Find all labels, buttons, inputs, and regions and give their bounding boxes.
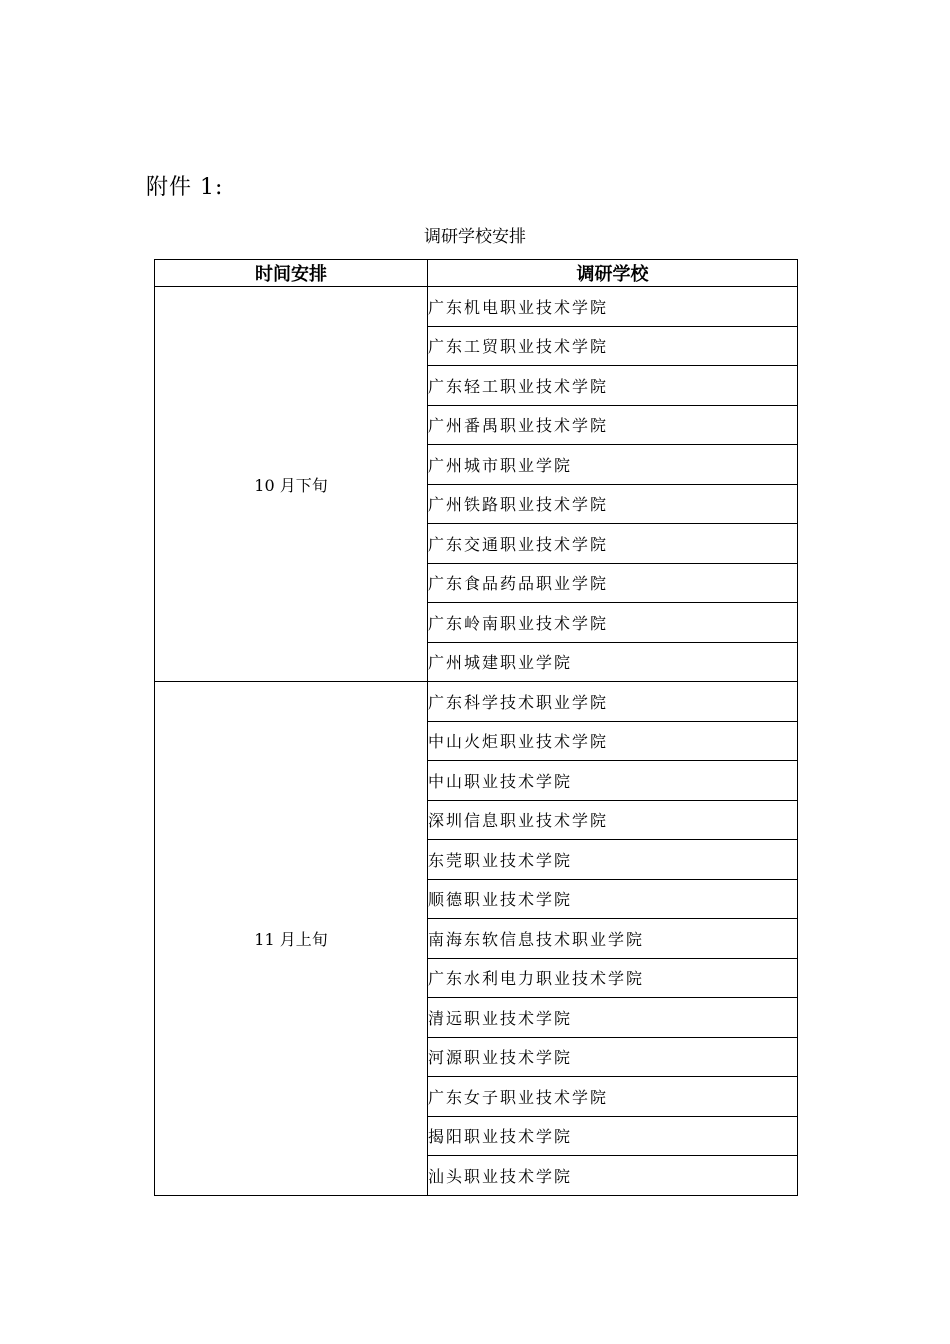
school-cell: 中山职业技术学院 [428,761,798,801]
school-cell: 深圳信息职业技术学院 [428,800,798,840]
table-row [155,287,798,327]
document-title: 调研学校安排 [424,227,526,247]
school-cell: 广州城建职业学院 [428,642,798,682]
schedule-table [154,259,798,1196]
school-cell: 广东女子职业技术学院 [428,1077,798,1117]
school-cell: 南海东软信息技术职业学院 [428,919,798,959]
table-row [155,682,798,722]
school-cell: 广东机电职业技术学院 [428,287,798,327]
school-cell: 东莞职业技术学院 [428,840,798,880]
school-cell: 顺德职业技术学院 [428,879,798,919]
header-school: 调研学校 [428,260,798,287]
school-cell: 广东科学技术职业学院 [428,682,798,722]
school-cell: 广东交通职业技术学院 [428,524,798,564]
school-cell: 揭阳职业技术学院 [428,1116,798,1156]
school-cell: 广州番禺职业技术学院 [428,405,798,445]
school-cell: 汕头职业技术学院 [428,1156,798,1196]
header-time: 时间安排 [155,260,428,287]
attachment-label: 附件 1: [146,175,224,200]
school-cell: 广东水利电力职业技术学院 [428,958,798,998]
school-cell: 清远职业技术学院 [428,998,798,1038]
school-cell: 中山火炬职业技术学院 [428,721,798,761]
school-cell: 广东工贸职业技术学院 [428,326,798,366]
school-cell: 广东食品药品职业学院 [428,563,798,603]
table-body [155,287,798,1196]
period-cell: 10 月下旬 [155,287,428,682]
school-cell: 河源职业技术学院 [428,1037,798,1077]
school-cell: 广东轻工职业技术学院 [428,366,798,406]
school-cell: 广州铁路职业技术学院 [428,484,798,524]
school-cell: 广东岭南职业技术学院 [428,603,798,643]
period-cell: 11 月上旬 [155,682,428,1196]
school-cell: 广州城市职业学院 [428,445,798,485]
table-header-row [155,260,798,287]
